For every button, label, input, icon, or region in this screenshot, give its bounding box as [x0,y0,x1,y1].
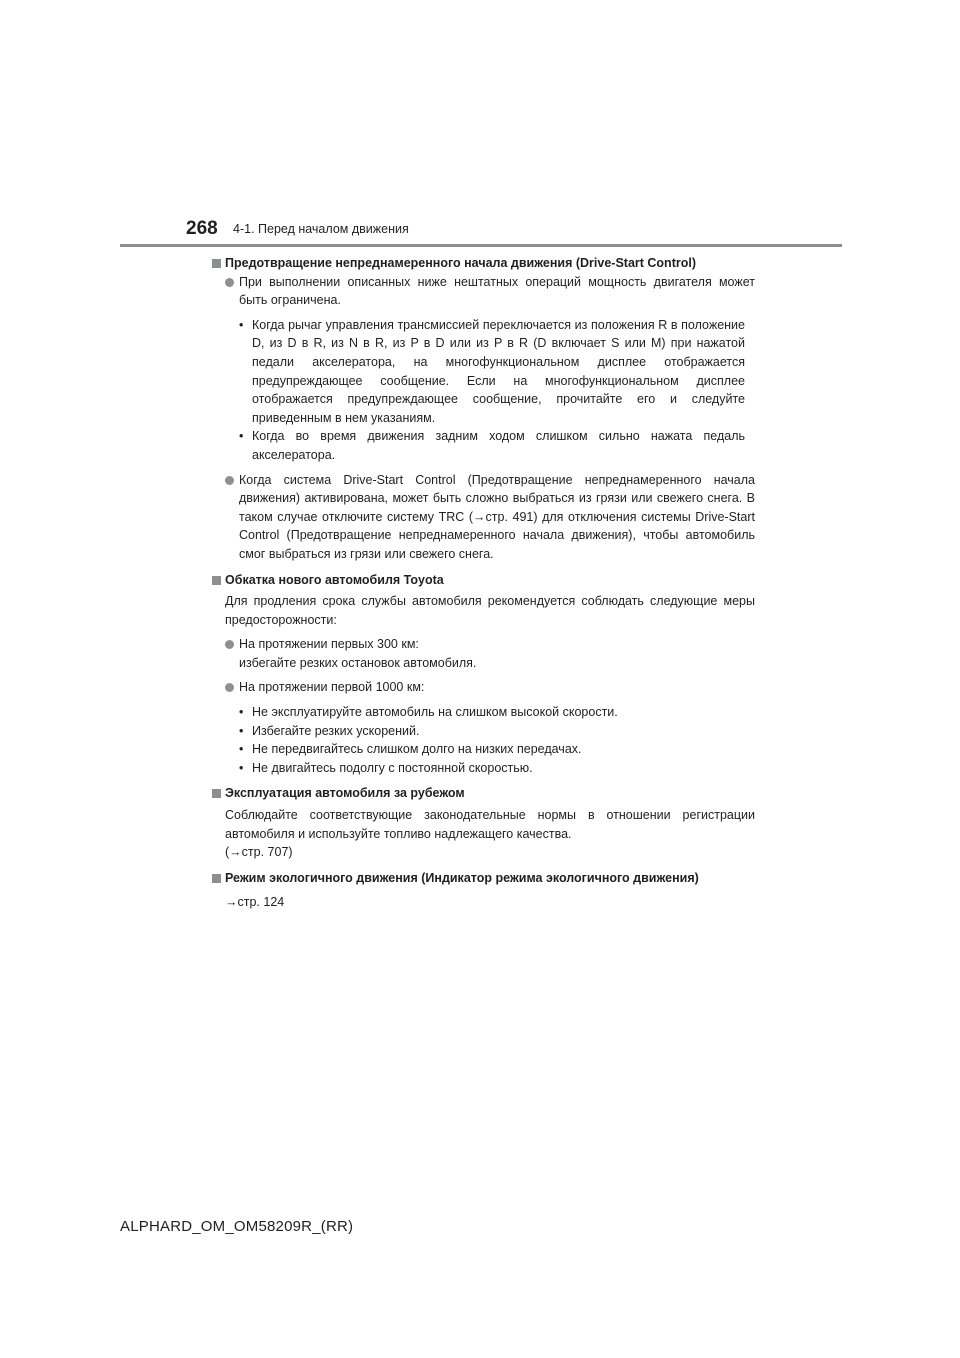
circle-bullet-icon [225,278,234,287]
section-title: Режим экологичного движения (Индикатор режима экологичного движения) [225,870,699,885]
bullet-text: Не передвигайтесь слишком долго на низких передачах. [252,742,582,757]
square-bullet-icon [212,259,221,268]
list-item [210,471,755,564]
page-content [210,254,755,912]
section-heading-eco [210,869,755,888]
list-item-text: На протяжении первых 300 км: [239,637,419,652]
square-bullet-icon [212,576,221,585]
bullet-item [210,722,755,741]
paragraph-text: Соблюдайте соответствующие законодательные нормы в отношении регистрации автомобиля и используйте топливо надлежащего качества. [225,808,755,841]
list-item-text: Когда система Drive-Start Control (Предотвращение непреднамеренного начала движения) активирована, может быть сложно выбраться из грязи или свежего снега. В таком случае отключите систему TRC ( [239,472,755,524]
chapter-title: 4-1. Перед началом движения [233,222,409,236]
bullet-mark: • [239,760,244,775]
bullet-mark: • [239,742,244,757]
list-item-text: На протяжении первой 1000 км: [239,680,425,695]
list-item-text: избегайте резких остановок автомобиля. [239,655,477,670]
bullet-text: Когда рычаг управления трансмиссией переключается из положения R в положение D, из D в R, из N в R, из P в D или из P в R (D включает S или M) при нажатой педали акселератора, на многофункциональном дисплее отображается предупреждающее сообщение. Если на многофункциональном дисплее отображается предупреждающее сообщение, прочитайте его и следуйте приведенным в нем указаниям. [252,317,745,425]
circle-bullet-icon [225,683,234,692]
list-item [210,678,755,697]
circle-bullet-icon [225,640,234,649]
bullet-mark: • [239,705,244,720]
section-title: Обкатка нового автомобиля Toyota [225,572,444,587]
paragraph: Для продления срока службы автомобиля рекомендуется соблюдать следующие меры предосторожности: [225,594,755,627]
page-reference-link[interactable]: →стр. 491 [473,509,534,524]
bullet-item [210,759,755,778]
section-title: Предотвращение непреднамеренного начала движения (Drive-Start Control) [225,256,696,270]
section-title: Эксплуатация автомобиля за рубежом [225,786,465,801]
section-heading-abroad [210,784,755,803]
square-bullet-icon [212,789,221,798]
bullet-text: Когда во время движения задним ходом слишком сильно нажата педаль акселератора. [252,429,745,462]
page-reference-link[interactable]: (→стр. 707) [225,845,293,860]
bullet-text: Не двигайтесь подолгу с постоянной скоростью. [252,760,533,775]
document-code: ALPHARD_OM_OM58209R_(RR) [120,1218,354,1235]
bullet-item [210,316,755,428]
list-item-text: При выполнении описанных ниже нештатных операций мощность двигателя может быть ограничена. [239,274,755,308]
bullet-text: Избегайте резких ускорений. [252,723,420,738]
page-reference-link[interactable]: →стр. 124 [225,895,285,910]
bullet-mark: • [239,723,244,738]
square-bullet-icon [212,874,221,883]
bullet-text: Не эксплуатируйте автомобиль на слишком высокой скорости. [252,705,618,720]
page-header [0,0,960,250]
list-item [210,635,755,672]
bullet-item [210,703,755,722]
bullet-mark: • [239,429,244,444]
bullet-mark: • [239,317,244,332]
section-heading-drive-start [210,254,755,273]
paragraph [210,806,755,862]
list-item [210,273,755,310]
list-item-text: ) для отключения системы Drive-Start Control (Предотвращение непреднамеренного начала движения), чтобы автомобиль смог выбраться из грязи или свежего снега. [239,509,755,561]
section-heading-breakin [210,571,755,590]
bullet-item [210,427,755,464]
bullet-item [210,740,755,759]
circle-bullet-icon [225,476,234,485]
header-rule [120,244,842,247]
page-number: 268 [186,218,218,239]
